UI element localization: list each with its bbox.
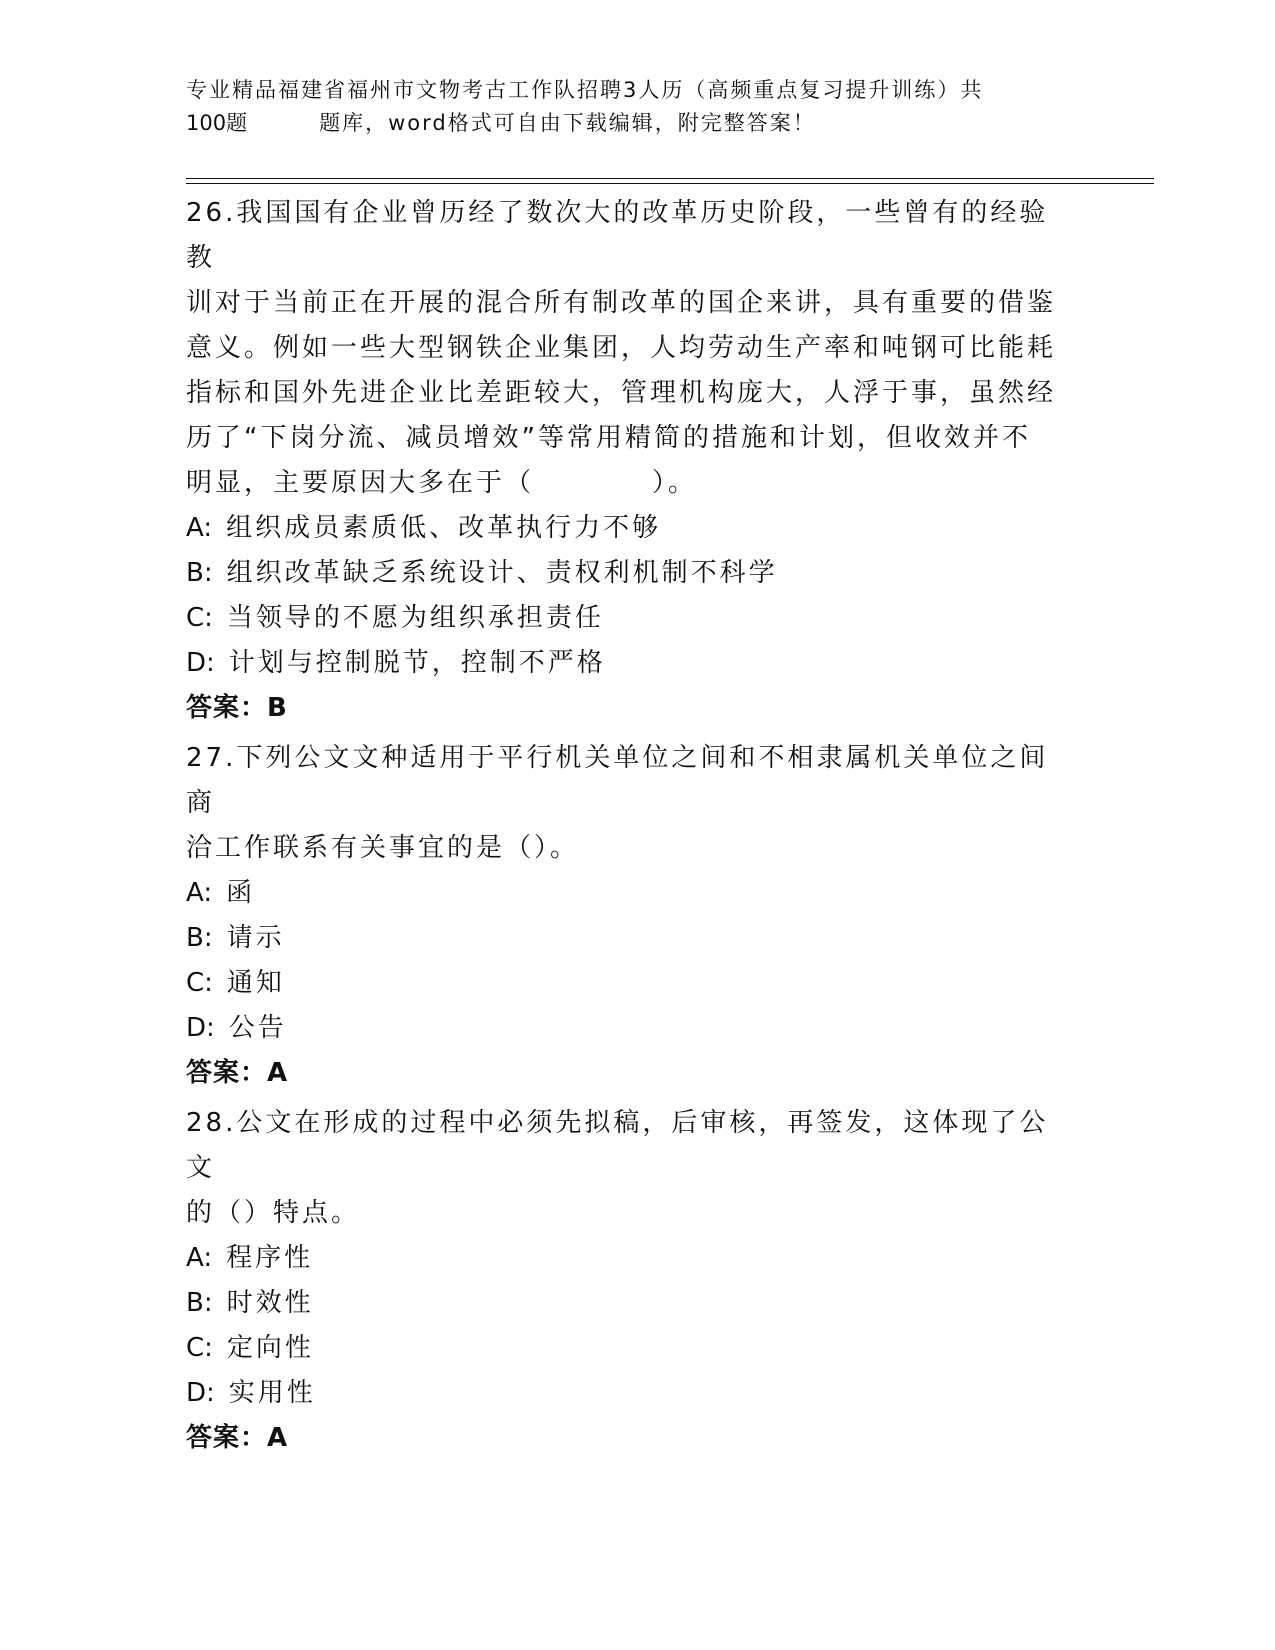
option-c <box>186 596 1076 641</box>
question-stem-line: 27.下列公文文种适用于平行机关单位之间和不相隶属机关单位之间商 <box>186 743 1049 818</box>
option-b <box>186 916 1076 961</box>
option-text: 定向性 <box>226 1333 314 1363</box>
option-a <box>186 1236 1076 1281</box>
stem-before-blank: 明显，主要原因大多在于（ <box>186 468 535 498</box>
option-letter: D: <box>186 1378 215 1408</box>
question-stem-line: 历了“下岗分流、减员增效”等常用精简的措施和计划，但收效并不 <box>186 423 1031 453</box>
option-b <box>186 551 1076 596</box>
option-text: 组织成员素质低、改革执行力不够 <box>226 513 662 543</box>
document-header <box>186 74 1066 140</box>
option-text: 公告 <box>228 1013 287 1043</box>
answer-key: 答案：A <box>186 1058 289 1088</box>
question-28 <box>186 1101 1076 1461</box>
question-stem-line: 28.公文在形成的过程中必须先拟稿，后审核，再签发，这体现了公文 <box>186 1108 1049 1183</box>
option-letter: C: <box>186 968 213 998</box>
answer-key: 答案：B <box>186 693 288 723</box>
option-text: 函 <box>226 878 256 908</box>
option-letter: C: <box>186 1333 213 1363</box>
question-stem-line: 26.我国国有企业曾历经了数次大的改革历史阶段，一些曾有的经验教 <box>186 198 1049 273</box>
option-letter: D: <box>186 648 215 678</box>
header-divider-bottom <box>186 183 1154 184</box>
option-text: 通知 <box>226 968 285 998</box>
option-letter: B: <box>186 558 213 588</box>
option-letter: D: <box>186 1013 215 1043</box>
option-text: 程序性 <box>226 1243 314 1273</box>
option-text: 组织改革缺乏系统设计、责权利机制不科学 <box>226 558 778 588</box>
stem-after-blank: ）。 <box>652 468 698 498</box>
question-26 <box>186 191 1076 731</box>
option-text: 时效性 <box>226 1288 314 1318</box>
option-letter: A: <box>186 878 213 908</box>
option-text: 请示 <box>226 923 285 953</box>
question-stem-line: 训对于当前正在开展的混合所有制改革的国企来讲，具有重要的借鉴 <box>186 288 1057 318</box>
header-line-2 <box>186 107 1066 140</box>
option-d <box>186 1371 1076 1416</box>
header-line-1: 专业精品福建省福州市文物考古工作队招聘3人历（高频重点复习提升训练）共 <box>186 78 984 102</box>
option-letter: A: <box>186 513 213 543</box>
question-stem-line: 指标和国外先进企业比差距较大，管理机构庞大，人浮于事，虽然经 <box>186 378 1057 408</box>
option-letter: B: <box>186 1288 213 1318</box>
option-d <box>186 641 1076 686</box>
question-27 <box>186 736 1076 1096</box>
option-b <box>186 1281 1076 1326</box>
option-d <box>186 1006 1076 1051</box>
option-c <box>186 961 1076 1006</box>
header-question-count: 100题 <box>186 111 248 135</box>
question-stem-last-line <box>186 461 1076 506</box>
option-text: 实用性 <box>228 1378 316 1408</box>
option-a <box>186 506 1076 551</box>
header-description: 题库，word格式可自由下载编辑，附完整答案！ <box>319 111 816 135</box>
option-text: 当领导的不愿为组织承担责任 <box>226 603 604 633</box>
answer-key: 答案：A <box>186 1423 289 1453</box>
question-stem-line: 的（）特点。 <box>186 1198 361 1228</box>
option-text: 计划与控制脱节，控制不严格 <box>228 648 606 678</box>
header-divider-top <box>186 178 1154 179</box>
option-letter: B: <box>186 923 213 953</box>
question-stem-line: 意义。例如一些大型钢铁企业集团，人均劳动生产率和吨钢可比能耗 <box>186 333 1057 363</box>
option-a <box>186 871 1076 916</box>
option-letter: A: <box>186 1243 213 1273</box>
question-stem-line: 洽工作联系有关事宜的是（）。 <box>186 833 580 863</box>
option-c <box>186 1326 1076 1371</box>
option-letter: C: <box>186 603 213 633</box>
